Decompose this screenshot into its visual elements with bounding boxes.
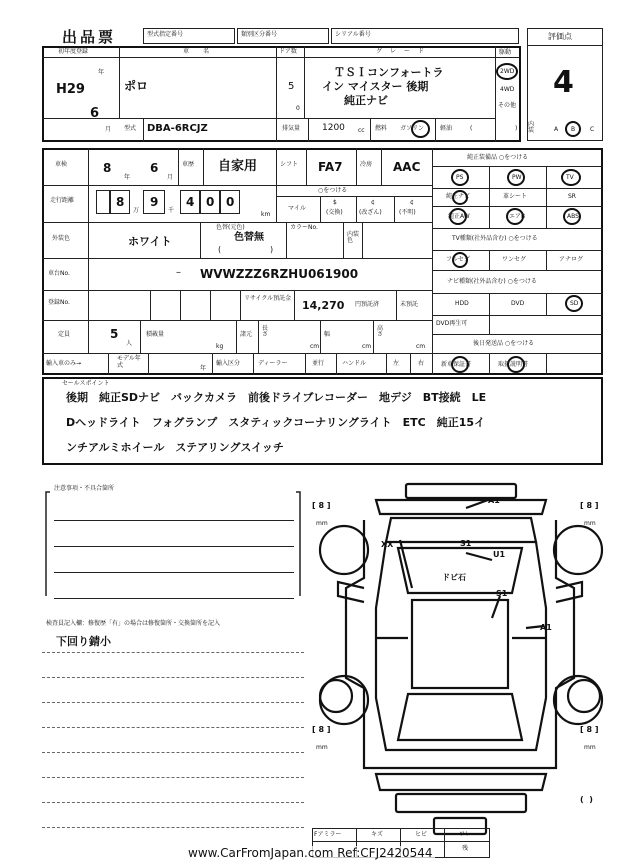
table-header-crack: ヒビ [415, 831, 428, 838]
shift-label: シフト [280, 161, 299, 168]
spare-close: ) [589, 795, 593, 804]
equip-pw-circle [507, 169, 525, 186]
tv-oneseg: ワンセグ [502, 256, 527, 263]
mileage-digit-2: 8 [110, 190, 130, 214]
name-label: 車名 [183, 48, 224, 55]
mileage-digit-6: 0 [220, 190, 240, 214]
color-paren-close: ) [270, 245, 274, 254]
mark-u1: U1 [493, 550, 506, 559]
fuel-paren-open: ( [470, 125, 473, 132]
drive-other: その他 [498, 102, 517, 109]
equipment-label: 純正装備品 ○をつける [467, 154, 529, 161]
inspection-label: 車検 [55, 161, 68, 168]
drive-2wd: 2WD [500, 68, 515, 75]
displacement-label: 排気量 [282, 125, 301, 132]
equip-navi-circle [452, 190, 468, 205]
mark-s1-top: S1 [460, 539, 472, 548]
equip-tv: TV [566, 174, 574, 181]
capacity-label: 定員 [58, 331, 71, 338]
mileage-circle-label: ○をつける [318, 187, 348, 194]
spare-bracket [580, 796, 593, 804]
dims-width-cm: cm [362, 343, 372, 350]
form-title: 出品票 [62, 28, 117, 46]
fuel-paren-close: ) [515, 125, 518, 132]
color-label: 外装色 [52, 235, 71, 242]
equip-ps: PS [456, 174, 464, 181]
category-label: 類別区分番号 [241, 31, 278, 38]
mileage-opt3-sub: (不明) [399, 209, 416, 216]
mileage-digit-4: 4 [180, 190, 200, 214]
dims-height-cm: cm [416, 343, 426, 350]
tire-fl-value: 8 [318, 501, 325, 510]
color-paren-open: ( [218, 245, 222, 254]
registration-label: 登録No. [48, 299, 70, 306]
equip-navi: 純正ナビ [446, 193, 471, 200]
inspector-label: 検査員記入欄：修復歴「有」の場合は修復箇所・交換箇所を記入 [46, 620, 221, 627]
mark-a1-front: A1 [488, 496, 500, 505]
equip-tv-circle [561, 169, 581, 186]
color-change-label: 色替(元色) [216, 224, 245, 231]
delivery-warranty: 新車保証書 [441, 361, 472, 368]
tv-fullseg: フルセグ [446, 256, 470, 263]
not-deposited: 未預託 [400, 301, 419, 308]
history-label: 車歴 [182, 161, 195, 168]
sales-point-label: セールスポイント [62, 380, 110, 387]
color-change-value: 色替無 [234, 232, 264, 243]
first-reg-year: H29 [56, 82, 85, 97]
import-year-unit: 年 [200, 365, 207, 372]
car-type: DBA-6RCJZ [147, 123, 208, 134]
color-value: ホワイト [128, 235, 172, 248]
drive-4wd: 4WD [500, 86, 515, 93]
grade-label: グレード [376, 48, 433, 55]
tire-fr-bracket: [ 8 ] [580, 501, 599, 510]
car-name: ポロ [124, 79, 149, 93]
serial-label: シリアル番号 [335, 31, 371, 38]
first-reg-month: 6 [90, 106, 100, 121]
equip-sr: SR [568, 193, 576, 200]
inspection-year: 8 [103, 161, 112, 175]
sales-line-2: Dヘッドライト フォグランプ スタティックコーナリングライト ETC 純正15イ [66, 416, 485, 429]
mileage-digit-3: 9 [143, 190, 165, 214]
mileage-digit-1 [96, 190, 110, 214]
tire-fl-bracket: [ 8 ] [312, 501, 331, 510]
equip-airbag-circle [506, 208, 524, 225]
delivery-warranty-circle [451, 356, 469, 373]
mark-xx: XX [381, 540, 394, 549]
month-unit: 月 [105, 126, 112, 133]
equip-pw: PW [512, 174, 522, 181]
tv-fullseg-circle [452, 252, 468, 268]
table-cell-remaining: 残 [462, 845, 469, 852]
equip-aw-circle [449, 208, 467, 225]
history-value: 自家用 [218, 159, 258, 174]
tv-analog: アナログ [559, 256, 584, 263]
equip-abs-circle [563, 208, 581, 225]
dims-length: 長さ [262, 325, 269, 338]
spare-open: ( [580, 795, 584, 804]
shift-value: FA7 [318, 160, 343, 174]
displacement-value: 1200 [322, 123, 345, 133]
capacity-value: 5 [110, 327, 119, 341]
equip-airbag: エアB [509, 213, 526, 220]
delivery-manual: 取扱説明書 [498, 361, 529, 368]
sales-line-1: 後期 純正SDナビ バックカメラ 前後ドライブレコーダー 地デジ BT接続 LE [66, 391, 487, 404]
tire-rr-unit: mm [584, 744, 596, 751]
navi-dvd-play: DVD再生可 [436, 320, 468, 327]
load-kg: kg [216, 343, 224, 350]
watermark: www.CarFromJapan.com Ref:CFJ2420544 [188, 846, 433, 860]
cooling-value: AAC [393, 160, 421, 174]
chassis-label: 車台No. [48, 270, 70, 277]
dims-height: 高さ [377, 325, 384, 338]
cc-unit: cc [358, 127, 365, 134]
tire-fr-unit: mm [584, 520, 596, 527]
year-unit: 年 [98, 69, 105, 76]
interior-color-label: 内装色 [347, 231, 360, 244]
sales-line-3: ンチアルミホイール ステアリングスイッチ [66, 441, 284, 454]
mileage-opt1: $ [333, 199, 337, 206]
category-box [237, 28, 329, 44]
tv-label: TV種類(社外品含む) ○をつける [452, 235, 538, 242]
serial-box [331, 28, 519, 44]
mileage-opt1-sub: (交換) [326, 209, 343, 216]
drive-2wd-circle [496, 63, 518, 80]
tire-rl-unit: mm [316, 744, 328, 751]
equip-ps-circle [451, 169, 469, 186]
import-label: 輸入車のみ→ [46, 360, 82, 367]
mark-stone-chip: ドビ石 [442, 573, 466, 582]
grade-line-1: ＴＳＩコンフォートラ [334, 66, 444, 79]
color-no-label: カラーNo. [290, 224, 318, 231]
fuel-gasoline-circle [411, 120, 430, 138]
delivery-manual-circle [507, 356, 525, 373]
fuel-gasoline: ガソリン [400, 125, 425, 132]
import-class-label: 輸入区分 [216, 360, 241, 367]
mileage-digit-5: 0 [200, 190, 220, 214]
model-designation-box [143, 28, 235, 44]
navi-sd-circle [565, 295, 583, 312]
import-left: 左 [393, 360, 400, 367]
equip-aw: 純正AW [448, 213, 470, 220]
table-header-mirror: Fアミラー [314, 831, 342, 838]
mileage-opt2-sub: (改ざん) [359, 209, 382, 216]
interior-label: 内装 [528, 121, 535, 134]
tire-fl-unit: mm [316, 520, 328, 527]
tire-fr-value: 8 [586, 501, 593, 510]
mileage-opt2: ¢ [371, 199, 375, 206]
chassis-dash: – [176, 267, 181, 278]
type-label: 型式 [124, 125, 137, 132]
car-diagram [316, 478, 606, 838]
mileage-mile: マイル [288, 205, 306, 212]
recycle-value: 14,270 [302, 299, 345, 312]
interior-b-circle [565, 121, 581, 137]
fuel-label: 燃料 [375, 125, 388, 132]
interior-a: A [554, 126, 559, 133]
tire-rl-value: 8 [318, 725, 325, 734]
table-header-break: ワレ [459, 831, 472, 838]
recycle-label: リサイクル預託金 [244, 295, 292, 302]
import-parallel: 並行 [312, 360, 325, 367]
import-model-year: モデル年式 [117, 355, 141, 369]
tire-rr-value: 8 [586, 725, 593, 734]
mileage-label: 走行距離 [50, 197, 75, 204]
equip-abs: ABS [567, 213, 579, 220]
dims-length-cm: cm [310, 343, 320, 350]
import-dealer: ディーラー [258, 360, 288, 367]
table-header-scratch: キズ [371, 831, 383, 838]
capacity-unit: 人 [126, 340, 133, 347]
tire-rr-bracket: [ 8 ] [580, 725, 599, 734]
mileage-km-unit: km [261, 211, 271, 218]
navi-hdd: HDD [455, 300, 469, 307]
dims-label: 諸元 [240, 331, 253, 338]
mileage-opt3: ¢ [410, 199, 414, 206]
inspection-month: 6 [150, 161, 159, 175]
notes-bracket [42, 485, 304, 600]
mileage-man-unit: 万 [133, 207, 140, 214]
navi-label: ナビ種類(社外品含む) ○をつける [447, 278, 537, 285]
navi-sd: SD [570, 300, 579, 307]
mileage-sen-unit: 千 [168, 207, 175, 214]
door-count: 5 [288, 81, 295, 92]
import-right: 右 [418, 360, 425, 367]
inspector-note: 下回り錆小 [56, 635, 111, 648]
mark-a1-side: A1 [540, 623, 552, 632]
navi-dvd: DVD [511, 300, 525, 307]
delivery-label: 後日発送品 ○をつける [473, 340, 535, 347]
door-zero: 0 [296, 105, 300, 112]
equip-leather: 革シート [503, 193, 528, 200]
load-label: 積載量 [146, 331, 165, 338]
grade-line-2: イン マイスター 後期 [322, 80, 429, 93]
interior-c: C [590, 126, 595, 133]
inspection-month-unit: 月 [167, 174, 174, 181]
fuel-diesel: 軽油 [440, 125, 453, 132]
notes-label: 注意事項・不具合箇所 [54, 485, 115, 492]
mark-s1-side: S1 [496, 589, 508, 598]
grade-line-3: 純正ナビ [344, 94, 388, 107]
dims-width: 幅 [324, 331, 331, 338]
score-label: 評価点 [548, 32, 572, 41]
score-value: 4 [553, 65, 574, 100]
chassis-number: WVWZZZ6RZHU061900 [200, 267, 359, 281]
import-handle: ハンドル [342, 360, 367, 367]
inspection-year-unit: 年 [124, 174, 131, 181]
drive-label: 駆動 [499, 49, 512, 56]
door-label: ドア数 [279, 48, 297, 55]
first-reg-label: 初年度登録 [58, 48, 89, 55]
recycle-unit: 円預託済 [355, 301, 380, 308]
model-designation-label: 型式指定番号 [147, 31, 184, 38]
tire-rl-bracket: [ 8 ] [312, 725, 331, 734]
interior-b: B [571, 126, 576, 133]
cooling-label: 冷房 [360, 161, 373, 168]
